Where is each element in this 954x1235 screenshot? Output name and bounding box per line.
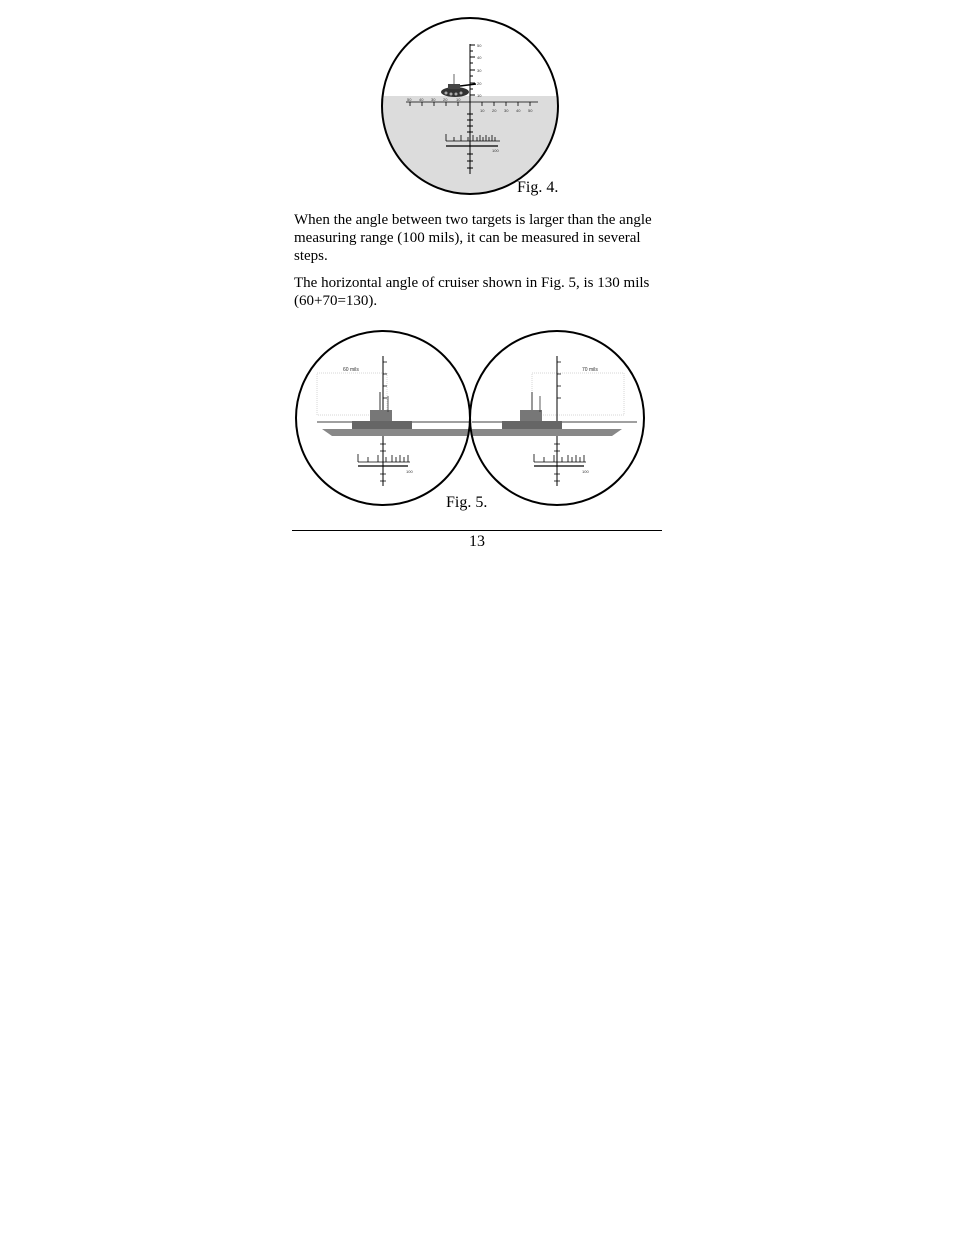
fig4-hlabel: 10 xyxy=(480,108,485,113)
fig4-hlabel: 20 xyxy=(492,108,497,113)
fig4-vlabel: 40 xyxy=(477,55,482,60)
fig5-left-label: 60 mils xyxy=(343,367,359,373)
fig5-reticle-illustration xyxy=(292,326,648,510)
fig4-hlabel: 40 xyxy=(419,97,424,102)
fig4-vlabel: 20 xyxy=(477,81,482,86)
fig4-hlabel: 30 xyxy=(504,108,509,113)
cruiser-icon xyxy=(322,392,472,436)
fig4-range-label: 100 xyxy=(492,148,499,153)
fig5-left-range-label: 100 xyxy=(406,469,413,474)
fig4-hlabel: 50 xyxy=(528,108,533,113)
fig4-reticle-illustration xyxy=(376,14,566,200)
fig4-hlabel: 50 xyxy=(407,97,412,102)
paragraph-angle-steps: When the angle between two targets is larger than the angle measuring range (100 mils), it can be measured in several steps. xyxy=(294,212,652,264)
fig5-caption: Fig. 5. xyxy=(446,494,488,511)
fig4-vlabel: 10 xyxy=(477,93,482,98)
tank-icon xyxy=(441,74,476,97)
fig5-right-label: 70 mils xyxy=(582,367,598,373)
paragraph-cruiser-angle: The horizontal angle of cruiser shown in Fig. 5, is 130 mils (60+70=130). xyxy=(294,275,650,309)
page-number: 13 xyxy=(469,533,485,550)
footer-divider xyxy=(292,530,662,531)
cruiser-icon xyxy=(472,392,622,436)
fig4-vlabel: 30 xyxy=(477,68,482,73)
fig4-hlabel: 30 xyxy=(431,97,436,102)
fig4-caption: Fig. 4. xyxy=(517,179,559,196)
fig4-hlabel: 20 xyxy=(443,97,448,102)
fig4-vlabel: 50 xyxy=(477,43,482,48)
fig4-hlabel: 40 xyxy=(516,108,521,113)
fig4-hlabel: 10 xyxy=(456,97,461,102)
fig5-right-range-label: 100 xyxy=(582,469,589,474)
